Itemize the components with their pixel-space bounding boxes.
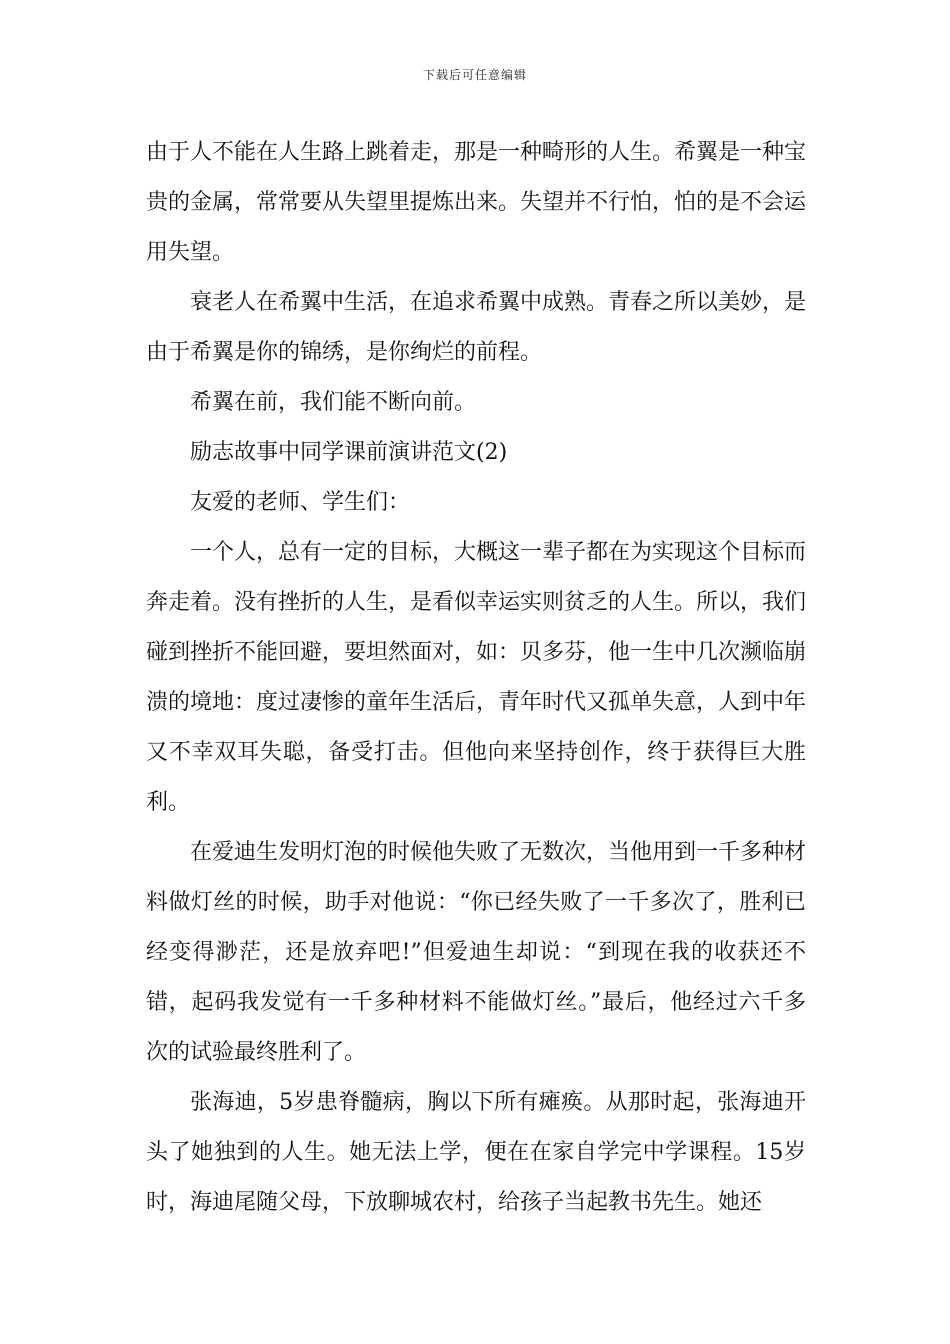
paragraph-beethoven: 一个人，总有一定的目标，大概这一辈子都在为实现这个目标而奔走着。没有挫折的人生，是看似幸运实则贫乏的人生。所以，我们碰到挫折不能回避，要坦然面对，如：贝多芬，他一生中几次濒临崩溃的境地：度过凄惨的童年生活后，青年时代又孤单失意，人到中年又不幸双耳失聪，备受打击。但他向来坚持创作，终于获得巨大胜利。 (146, 540, 807, 815)
paragraph-2: 衰老人在希翼中生活，在追求希翼中成熟。青春之所以美妙，是由于希翼是你的锦绣，是你绚烂的前程。 (146, 290, 807, 365)
paragraph-1: 由于人不能在人生路上跳着走，那是一种畸形的人生。希翼是一种宝贵的金属，常常要从失望里提炼出来。失望并不行怕，怕的是不会运用失望。 (146, 140, 807, 265)
paragraph-zhang-haidi: 张海迪，5岁患脊髓病，胸以下所有瘫痪。从那时起，张海迪开头了她独到的人生。她无法上学，便在在家自学完中学课程。15岁时，海迪尾随父母，下放聊城农村，给孩子当起教书先生。她还 (146, 1090, 806, 1215)
salutation: 友爱的老师、学生们： (190, 490, 411, 515)
section-title: 励志故事中同学课前演讲范文(2) (190, 440, 508, 465)
paragraph-3: 希翼在前，我们能不断向前。 (190, 390, 477, 415)
document-body (146, 128, 806, 1228)
page-header-note: 下载后可任意编辑 (422, 68, 527, 82)
paragraph-edison: 在爱迪生发明灯泡的时候他失败了无数次，当他用到一千多种材料做灯丝的时候，助手对他说：“你已经失败了一千多次了，胜利已经变得渺茫，还是放弃吧!”但爱迪生却说：“到现在我的收获还不错，起码我发觉有一千多种材料不能做灯丝。”最后，他经过六千多次的试验最终胜利了。 (146, 840, 807, 1065)
